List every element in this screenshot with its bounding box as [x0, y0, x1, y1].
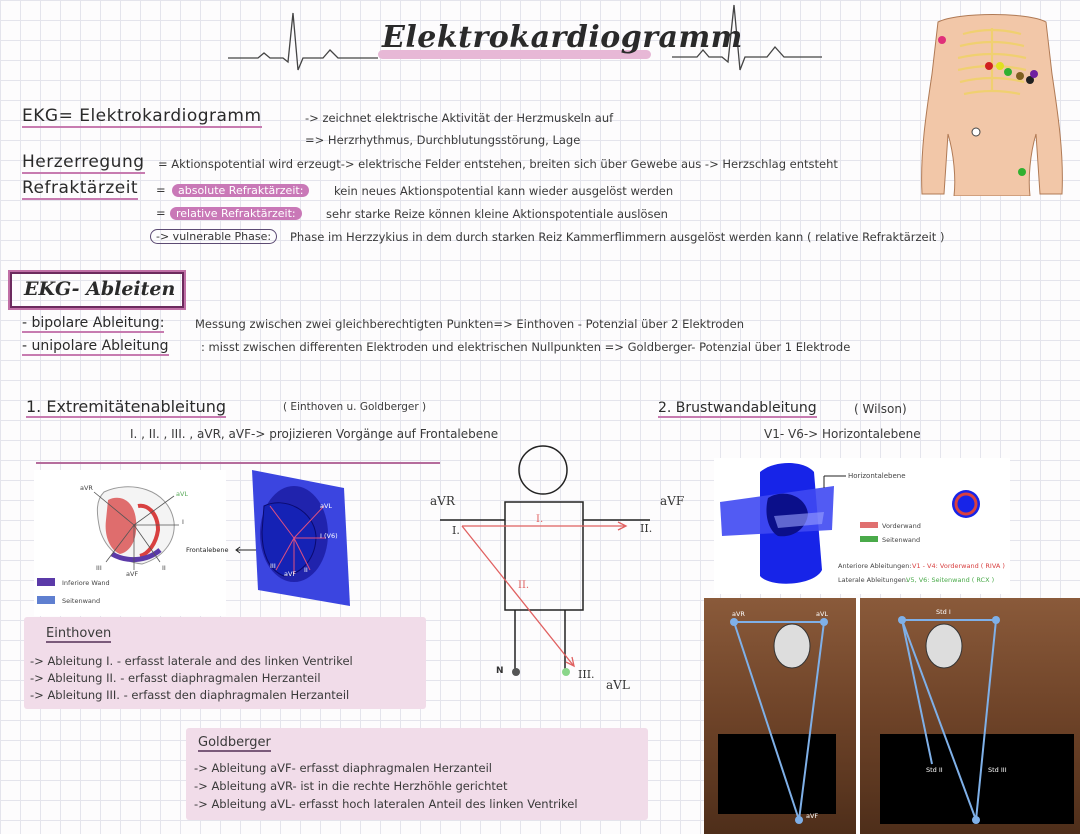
bipolar-text: Messung zwischen zwei gleichberechtigten Punkten=> Einthoven - Potenzial über 2 Elektroden [195, 317, 745, 331]
brustwand-sub: ( Wilson) [854, 402, 907, 416]
diagram-label-i-left: I. [452, 524, 460, 537]
frontal-label-i-v6: I (V6) [320, 532, 338, 540]
relative-refraktaerzeit-equals: = [156, 206, 166, 220]
extremitaeten-heading: 1. Extremitätenableitung [26, 397, 227, 416]
photo-label-std3: Std III [988, 766, 1007, 774]
horizontal-plane-figure [714, 458, 1010, 594]
ekg-definition-1: -> zeichnet elektrische Aktivität der Herzmuskeln auf [305, 111, 614, 125]
diagram-label-ii-mid: II. [518, 580, 530, 591]
page-title: Elektrokardiogramm [382, 20, 743, 55]
lateral-label: Laterale Ableitungen: [838, 576, 909, 584]
bipolar-term: - bipolare Ableitung: [22, 315, 165, 331]
unipolar-text: : misst zwischen differenten Elektroden und elektrischen Nullpunkten => Goldberger- Potenzial über 1 Elektrode [201, 340, 851, 354]
heart-label-avr: aVR [80, 484, 93, 492]
diagram-label-i-mid: I. [536, 514, 544, 525]
legend-swatch-seitenwand [37, 596, 55, 604]
absolute-refraktaerzeit-label: absolute Refraktärzeit: [172, 184, 309, 197]
frontal-label-ii: II [304, 566, 308, 574]
torso-photo-figure [704, 598, 1080, 834]
legend-label-inferior: Inferiore Wand [62, 579, 110, 587]
herzerregung-term: Herzerregung [22, 152, 145, 172]
diagram-label-n: N [496, 666, 504, 676]
ableiten-heading: EKG- Ableiten [24, 278, 176, 300]
vulnerable-phase-text: Phase im Herzzykius in dem durch starken Reiz Kammerflimmern ausgelöst werden kann ( relative Refraktärzeit ) [290, 230, 945, 244]
diagram-label-avf: aVF [660, 494, 685, 508]
relative-refraktaerzeit-text: sehr starke Reize können kleine Aktionspotentiale auslösen [326, 207, 668, 221]
photo-label-avr: aVR [732, 610, 745, 618]
horiz-legend-vorderwand: Vorderwand [882, 522, 921, 530]
goldberger-line-3: -> Ableitung aVL- erfasst hoch lateralen Anteil des linken Ventrikel [194, 797, 578, 811]
photo-label-std2: Std II [926, 766, 943, 774]
photo-label-avl: aVL [816, 610, 829, 618]
absolute-refraktaerzeit-text: kein neues Aktionspotential kann wieder ausgelöst werden [334, 184, 674, 198]
photo-label-std1: Std I [936, 608, 951, 616]
heart-label-avl: aVL [176, 490, 189, 498]
einthoven-line-3: -> Ableitung III. - erfasst den diaphragmalen Herzanteil [30, 688, 350, 702]
frontalebene-label: Frontalebene [186, 546, 229, 554]
einthoven-line-1: -> Ableitung I. - erfasst laterale and des linken Ventrikel [30, 654, 353, 668]
horiz-legend-seitenwand: Seitenwand [882, 536, 921, 544]
torso-photo-drawing [704, 598, 1080, 834]
lateral-value: V5, V6: Seitenwand ( RCX ) [906, 576, 995, 584]
relative-refraktaerzeit-label: relative Refraktärzeit: [170, 207, 302, 220]
photo-label-avf: aVF [806, 812, 819, 820]
extremitaeten-divider [36, 462, 440, 464]
heart-label-ii: II [162, 564, 166, 572]
frontal-label-avl: aVL [320, 502, 333, 510]
diagram-label-avl: aVL [606, 678, 630, 692]
anterior-label: Anteriore Ableitungen: [838, 562, 912, 570]
unipolar-term: - unipolare Ableitung [22, 338, 169, 354]
einthoven-line-2: -> Ableitung II. - erfasst diaphragmalen Herzanteil [30, 671, 321, 685]
frontal-label-iii: III [270, 562, 276, 570]
anterior-value: V1 - V4: Vorderwand ( RIVA ) [912, 562, 1005, 570]
frontal-label-avf: aVF [284, 570, 297, 578]
diagram-label-iii: III. [578, 668, 595, 681]
horizontalebene-label: Horizontalebene [848, 472, 906, 480]
heart-label-avf: aVF [126, 570, 139, 578]
refraktaerzeit-equals: = [156, 183, 166, 197]
brustwand-heading: 2. Brustwandableitung [658, 400, 817, 416]
einthoven-stick-figure [440, 440, 680, 690]
vulnerable-phase-label: -> vulnerable Phase: [150, 229, 277, 244]
einthoven-heading: Einthoven [46, 626, 112, 641]
ekg-term: EKG= Elektrokardiogramm [22, 106, 262, 126]
extremitaeten-sub: ( Einthoven u. Goldberger ) [283, 401, 427, 413]
ekg-definition-2: => Herzrhythmus, Durchblutungsstörung, Lage [305, 133, 581, 147]
heart-label-iii: III [96, 564, 102, 572]
brustwand-leads: V1- V6-> Horizontalebene [764, 427, 921, 441]
frontal-plane-figure [184, 466, 350, 612]
legend-swatch-inferior [37, 578, 55, 586]
goldberger-heading: Goldberger [198, 735, 271, 750]
diagram-label-avr: aVR [430, 494, 455, 508]
ecg-trace-left-icon [228, 8, 378, 78]
herzerregung-definition: = Aktionspotential wird erzeugt-> elektrische Felder entstehen, breiten sich über Gewebe aus -> Herzschlag entsteht [158, 157, 838, 171]
torso-electrodes-figure [918, 4, 1066, 196]
legend-label-seitenwand: Seitenwand [62, 597, 101, 605]
diagram-label-ii-right: II. [640, 522, 653, 535]
extremitaeten-leads: I. , II. , III. , aVR, aVF-> projizieren Vorgänge auf Frontalebene [130, 427, 499, 441]
goldberger-line-2: -> Ableitung aVR- ist in die rechte Herzhöhle gerichtet [194, 779, 508, 793]
goldberger-line-1: -> Ableitung aVF- erfasst diaphragmalen Herzanteil [194, 761, 492, 775]
refraktaerzeit-term: Refraktärzeit [22, 178, 139, 198]
heart-label-i: I [182, 518, 184, 526]
